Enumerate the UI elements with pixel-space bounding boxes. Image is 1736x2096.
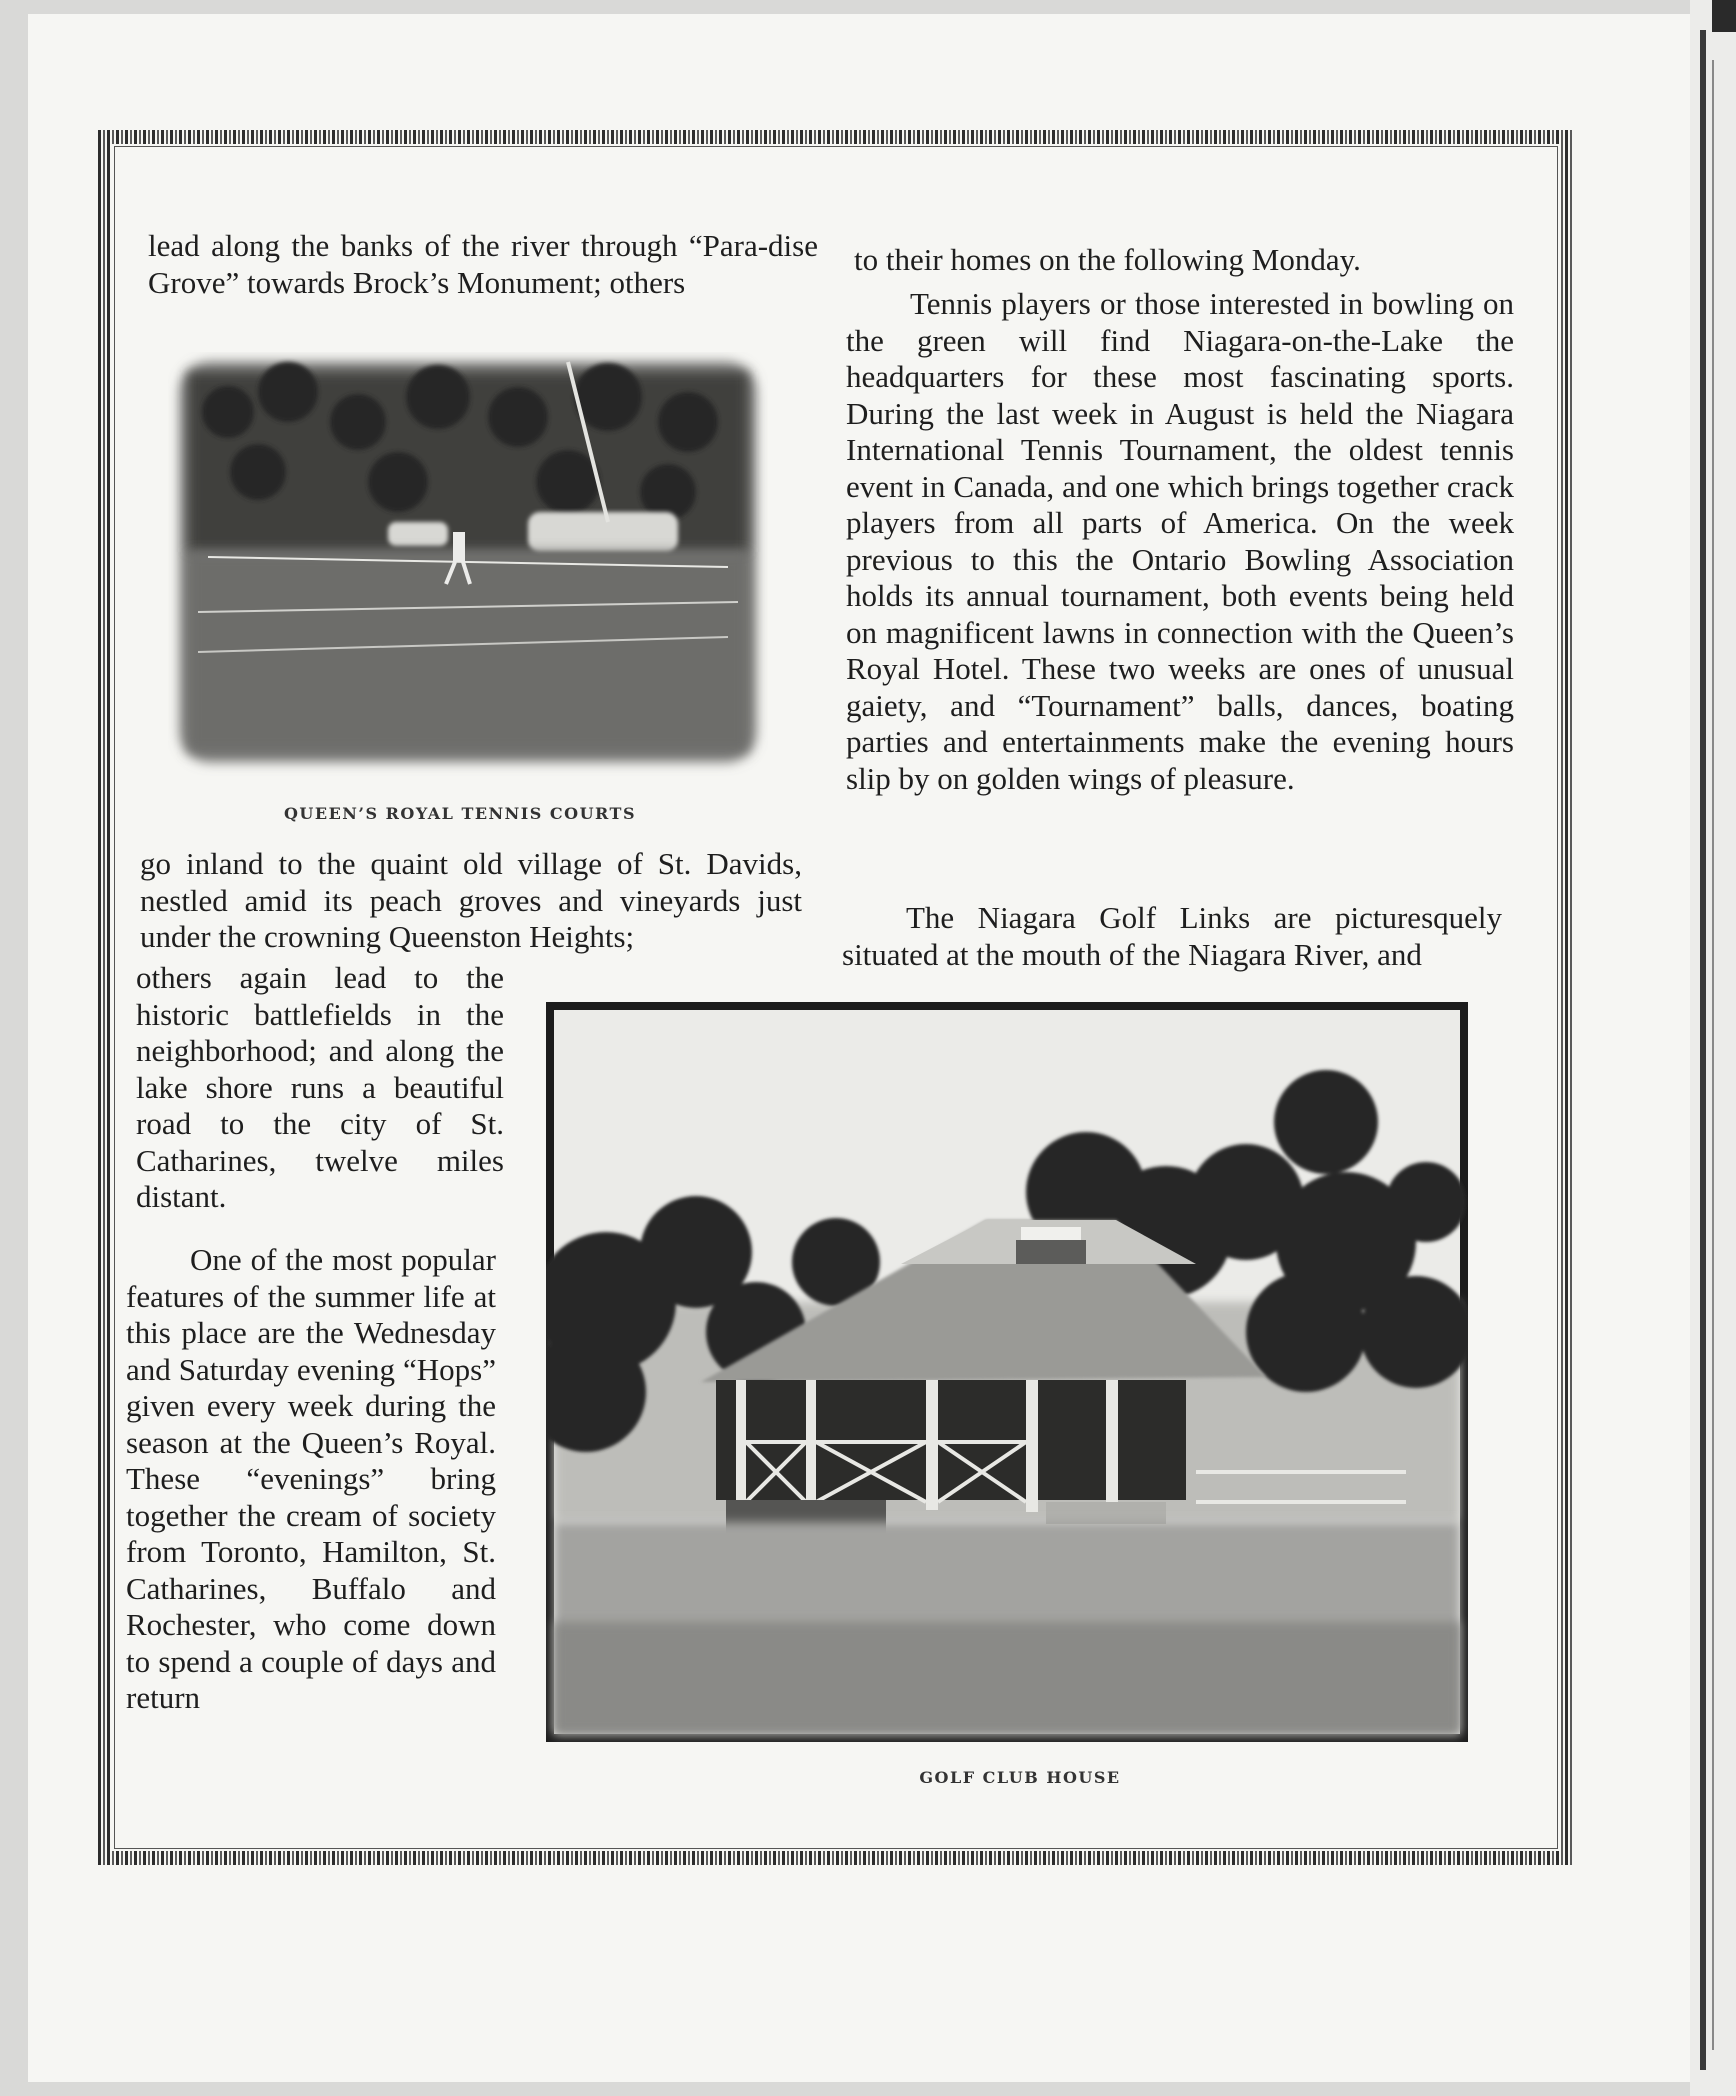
tennis-courts-photo xyxy=(168,352,768,782)
page-fold-line xyxy=(1712,60,1714,2050)
col1-mid-text: go inland to the quaint old village of St. Davids, nestled amid its peach groves and vineyards just under the crowning Queenston Heights; xyxy=(140,846,802,954)
col2-top-text: to their homes on the following Monday. xyxy=(854,242,1361,277)
col2-para2-text: The Niagara Golf Links are picturesquely situated at the mouth of the Niagara River, and xyxy=(842,900,1502,972)
tennis-caption: QUEEN’S ROYAL TENNIS COURTS xyxy=(283,804,637,823)
col2-para-text: Tennis players or those interested in bowling on the green will find Niagara-on-the-Lake the headquarters for these most fascinating sports. During the last week in August is held the Niagara International Tennis Tournament, the oldest tennis event in Canada, and one which brings together crack players from all parts of America. On the week previous to this the Ontario Bowling Association holds its annual tournament, both events being held on magnificent lawns in connection with the Queen’s Royal Hotel. These two weeks are ones of unusual gaiety, and “Tournament” balls, dances, boating parties and entertainments make the evening hours slip by on golden wings of pleasure. xyxy=(846,286,1514,796)
golf-club-house-photo xyxy=(546,1002,1468,1742)
col1-narrow-text-2: One of the most popular features of the summer life at this place are the Wednesday and Saturday evening “Hops” given every week during the season at the Queen’s Royal. These “evenings” bring together the cream of society from Toronto, Hamilton, St. Catharines, Buffalo and Rochester, who come down to spend a couple of days and return xyxy=(126,1242,496,1715)
col1-top-text: lead along the banks of the river through “Para-dise Grove” towards Brock’s Monument; others xyxy=(148,228,818,300)
golf-caption: GOLF CLUB HOUSE xyxy=(919,1768,1121,1787)
corner-mark xyxy=(1712,0,1736,32)
col1-narrow-text-1: others again lead to the historic battlefields in the neighborhood; and along the lake shore runs a beautiful road to the city of St. Catharines, twelve miles distant. xyxy=(136,960,504,1214)
page-fold xyxy=(1700,30,1706,2070)
